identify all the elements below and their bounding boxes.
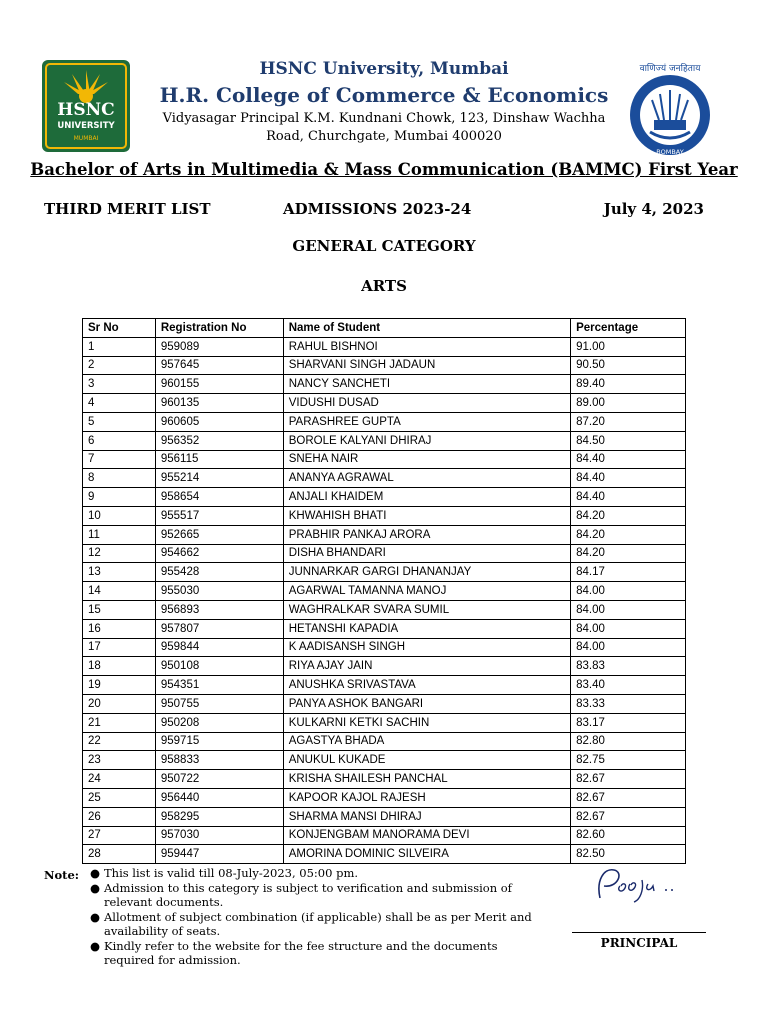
cell-percentage: 84.00 bbox=[571, 619, 686, 638]
cell-student-name: RIYA AJAY JAIN bbox=[283, 657, 570, 676]
cell-sr-no: 27 bbox=[83, 826, 156, 845]
cell-student-name: BOROLE KALYANI DHIRAJ bbox=[283, 431, 570, 450]
cell-sr-no: 26 bbox=[83, 807, 156, 826]
category-heading: GENERAL CATEGORY bbox=[292, 237, 476, 255]
cell-percentage: 84.00 bbox=[571, 582, 686, 601]
course-title: Bachelor of Arts in Multimedia & Mass Communication (BAMMC) First Year bbox=[30, 160, 738, 179]
table-row bbox=[83, 619, 686, 638]
cell-student-name: PARASHREE GUPTA bbox=[283, 412, 570, 431]
cell-percentage: 82.75 bbox=[571, 751, 686, 770]
cell-percentage: 89.40 bbox=[571, 375, 686, 394]
header-registration-no: Registration No bbox=[155, 319, 283, 338]
cell-sr-no: 14 bbox=[83, 582, 156, 601]
cell-registration-no: 954351 bbox=[155, 676, 283, 695]
note-label: Note: bbox=[44, 868, 80, 882]
cell-sr-no: 4 bbox=[83, 394, 156, 413]
logo-text-main: HSNC bbox=[57, 100, 115, 120]
logo-text-city: MUMBAI bbox=[73, 135, 99, 142]
cell-percentage: 84.40 bbox=[571, 450, 686, 469]
cell-registration-no: 959089 bbox=[155, 337, 283, 356]
cell-percentage: 84.20 bbox=[571, 525, 686, 544]
cell-percentage: 84.20 bbox=[571, 506, 686, 525]
table-row bbox=[83, 732, 686, 751]
cell-percentage: 83.33 bbox=[571, 694, 686, 713]
table-row bbox=[83, 375, 686, 394]
table-row bbox=[83, 563, 686, 582]
cell-sr-no: 16 bbox=[83, 619, 156, 638]
cell-registration-no: 958295 bbox=[155, 807, 283, 826]
table-row bbox=[83, 770, 686, 789]
cell-student-name: NANCY SANCHETI bbox=[283, 375, 570, 394]
header-sr-no: Sr No bbox=[83, 319, 156, 338]
cell-student-name: ANANYA AGRAWAL bbox=[283, 469, 570, 488]
note-text: Kindly refer to the website for the fee structure and the documents required for admission. bbox=[104, 938, 498, 967]
table-row bbox=[83, 676, 686, 695]
cell-registration-no: 960135 bbox=[155, 394, 283, 413]
table-row bbox=[83, 751, 686, 770]
note-text: Admission to this category is subject to verification and submission of relevant documents. bbox=[104, 880, 512, 909]
cell-student-name: SNEHA NAIR bbox=[283, 450, 570, 469]
cell-registration-no: 950208 bbox=[155, 713, 283, 732]
cell-registration-no: 959844 bbox=[155, 638, 283, 657]
cell-registration-no: 950722 bbox=[155, 770, 283, 789]
cell-student-name: HETANSHI KAPADIA bbox=[283, 619, 570, 638]
cell-sr-no: 17 bbox=[83, 638, 156, 657]
cell-student-name: ANUSHKA SRIVASTAVA bbox=[283, 676, 570, 695]
cell-student-name: VIDUSHI DUSAD bbox=[283, 394, 570, 413]
stream-heading: ARTS bbox=[361, 277, 407, 295]
signature-line bbox=[572, 932, 706, 933]
cell-percentage: 82.67 bbox=[571, 788, 686, 807]
note-item bbox=[90, 910, 550, 939]
table-row bbox=[83, 431, 686, 450]
table-row bbox=[83, 544, 686, 563]
cell-sr-no: 10 bbox=[83, 506, 156, 525]
table-body bbox=[83, 337, 686, 863]
cell-student-name: AGASTYA BHADA bbox=[283, 732, 570, 751]
cell-sr-no: 18 bbox=[83, 657, 156, 676]
cell-percentage: 82.60 bbox=[571, 826, 686, 845]
cell-sr-no: 2 bbox=[83, 356, 156, 375]
cell-sr-no: 24 bbox=[83, 770, 156, 789]
table-row bbox=[83, 788, 686, 807]
cell-registration-no: 958654 bbox=[155, 488, 283, 507]
cell-percentage: 84.40 bbox=[571, 469, 686, 488]
cell-sr-no: 8 bbox=[83, 469, 156, 488]
cell-sr-no: 28 bbox=[83, 845, 156, 864]
table-row bbox=[83, 826, 686, 845]
cell-student-name: JUNNARKAR GARGI DHANANJAY bbox=[283, 563, 570, 582]
cell-percentage: 84.40 bbox=[571, 488, 686, 507]
cell-registration-no: 958833 bbox=[155, 751, 283, 770]
cell-student-name: KHWAHISH BHATI bbox=[283, 506, 570, 525]
notes-list bbox=[90, 866, 550, 968]
cell-percentage: 84.20 bbox=[571, 544, 686, 563]
crest-motto: वाणिज्यं जनहिताय bbox=[639, 64, 701, 74]
cell-registration-no: 955428 bbox=[155, 563, 283, 582]
cell-registration-no: 960605 bbox=[155, 412, 283, 431]
cell-sr-no: 19 bbox=[83, 676, 156, 695]
cell-sr-no: 13 bbox=[83, 563, 156, 582]
cell-sr-no: 22 bbox=[83, 732, 156, 751]
cell-student-name: DISHA BHANDARI bbox=[283, 544, 570, 563]
university-name: HSNC University, Mumbai bbox=[259, 59, 509, 79]
table-row bbox=[83, 638, 686, 657]
note-item bbox=[90, 866, 550, 881]
table-row bbox=[83, 469, 686, 488]
cell-registration-no: 950108 bbox=[155, 657, 283, 676]
table-row bbox=[83, 450, 686, 469]
cell-sr-no: 9 bbox=[83, 488, 156, 507]
cell-student-name: SHARMA MANSI DHIRAJ bbox=[283, 807, 570, 826]
cell-student-name: ANJALI KHAIDEM bbox=[283, 488, 570, 507]
cell-student-name: ANUKUL KUKADE bbox=[283, 751, 570, 770]
cell-registration-no: 955214 bbox=[155, 469, 283, 488]
table-row bbox=[83, 582, 686, 601]
cell-student-name: RAHUL BISHNOI bbox=[283, 337, 570, 356]
college-name: H.R. College of Commerce & Economics bbox=[159, 83, 609, 107]
cell-sr-no: 12 bbox=[83, 544, 156, 563]
cell-student-name: AGARWAL TAMANNA MANOJ bbox=[283, 582, 570, 601]
table-row bbox=[83, 525, 686, 544]
cell-registration-no: 956440 bbox=[155, 788, 283, 807]
table-row bbox=[83, 713, 686, 732]
cell-percentage: 91.00 bbox=[571, 337, 686, 356]
cell-registration-no: 954662 bbox=[155, 544, 283, 563]
table-row bbox=[83, 394, 686, 413]
cell-registration-no: 959447 bbox=[155, 845, 283, 864]
cell-percentage: 87.20 bbox=[571, 412, 686, 431]
cell-sr-no: 25 bbox=[83, 788, 156, 807]
merit-table bbox=[82, 318, 686, 864]
cell-sr-no: 23 bbox=[83, 751, 156, 770]
principal-signature bbox=[590, 860, 690, 910]
table-row bbox=[83, 506, 686, 525]
list-date: July 4, 2023 bbox=[603, 200, 704, 218]
cell-registration-no: 955030 bbox=[155, 582, 283, 601]
table-row bbox=[83, 807, 686, 826]
bullet-icon: ● bbox=[90, 909, 101, 924]
cell-sr-no: 6 bbox=[83, 431, 156, 450]
address-line-2: Road, Churchgate, Mumbai 400020 bbox=[266, 129, 502, 144]
cell-registration-no: 957030 bbox=[155, 826, 283, 845]
cell-registration-no: 956352 bbox=[155, 431, 283, 450]
table-header-row bbox=[83, 319, 686, 338]
merit-list-label: THIRD MERIT LIST bbox=[44, 200, 211, 218]
cell-student-name: PRABHIR PANKAJ ARORA bbox=[283, 525, 570, 544]
cell-sr-no: 15 bbox=[83, 600, 156, 619]
bullet-icon: ● bbox=[90, 866, 101, 880]
cell-sr-no: 3 bbox=[83, 375, 156, 394]
cell-percentage: 84.17 bbox=[571, 563, 686, 582]
cell-student-name: KULKARNI KETKI SACHIN bbox=[283, 713, 570, 732]
cell-registration-no: 955517 bbox=[155, 506, 283, 525]
cell-sr-no: 11 bbox=[83, 525, 156, 544]
cell-sr-no: 5 bbox=[83, 412, 156, 431]
cell-registration-no: 959715 bbox=[155, 732, 283, 751]
header-block bbox=[130, 58, 638, 146]
table-row bbox=[83, 488, 686, 507]
cell-registration-no: 960155 bbox=[155, 375, 283, 394]
cell-student-name: KAPOOR KAJOL RAJESH bbox=[283, 788, 570, 807]
cell-student-name: PANYA ASHOK BANGARI bbox=[283, 694, 570, 713]
cell-percentage: 83.40 bbox=[571, 676, 686, 695]
cell-registration-no: 956115 bbox=[155, 450, 283, 469]
cell-percentage: 82.67 bbox=[571, 770, 686, 789]
cell-percentage: 83.17 bbox=[571, 713, 686, 732]
header-student-name: Name of Student bbox=[283, 319, 570, 338]
cell-student-name: K AADISANSH SINGH bbox=[283, 638, 570, 657]
note-text: Allotment of subject combination (if applicable) shall be as per Merit and availability of seats. bbox=[104, 909, 532, 938]
cell-registration-no: 957645 bbox=[155, 356, 283, 375]
cell-registration-no: 950755 bbox=[155, 694, 283, 713]
note-item bbox=[90, 881, 550, 910]
table-row bbox=[83, 337, 686, 356]
cell-percentage: 82.80 bbox=[571, 732, 686, 751]
note-text: This list is valid till 08-July-2023, 05:00 pm. bbox=[104, 866, 359, 880]
cell-percentage: 89.00 bbox=[571, 394, 686, 413]
cell-sr-no: 21 bbox=[83, 713, 156, 732]
bullet-icon: ● bbox=[90, 880, 101, 895]
cell-percentage: 90.50 bbox=[571, 356, 686, 375]
cell-percentage: 82.50 bbox=[571, 845, 686, 864]
table-row bbox=[83, 356, 686, 375]
cell-percentage: 84.50 bbox=[571, 431, 686, 450]
cell-student-name: SHARVANI SINGH JADAUN bbox=[283, 356, 570, 375]
bullet-icon: ● bbox=[90, 938, 101, 953]
cell-sr-no: 20 bbox=[83, 694, 156, 713]
cell-student-name: KRISHA SHAILESH PANCHAL bbox=[283, 770, 570, 789]
table-row bbox=[83, 600, 686, 619]
cell-registration-no: 957807 bbox=[155, 619, 283, 638]
table-row bbox=[83, 412, 686, 431]
table-row bbox=[83, 657, 686, 676]
cell-sr-no: 7 bbox=[83, 450, 156, 469]
hsnc-university-logo bbox=[42, 60, 130, 152]
college-crest-logo bbox=[614, 60, 726, 160]
address-line-1: Vidyasagar Principal K.M. Kundnani Chowk, 123, Dinshaw Wachha bbox=[162, 111, 606, 126]
cell-percentage: 84.00 bbox=[571, 638, 686, 657]
cell-student-name: KONJENGBAM MANORAMA DEVI bbox=[283, 826, 570, 845]
crest-bottom-text: BOMBAY bbox=[656, 148, 684, 156]
table-row bbox=[83, 694, 686, 713]
cell-registration-no: 956893 bbox=[155, 600, 283, 619]
cell-sr-no: 1 bbox=[83, 337, 156, 356]
cell-percentage: 82.67 bbox=[571, 807, 686, 826]
cell-student-name: AMORINA DOMINIC SILVEIRA bbox=[283, 845, 570, 864]
principal-title: PRINCIPAL bbox=[600, 936, 678, 950]
cell-student-name: WAGHRALKAR SVARA SUMIL bbox=[283, 600, 570, 619]
header-percentage: Percentage bbox=[571, 319, 686, 338]
cell-percentage: 84.00 bbox=[571, 600, 686, 619]
note-item bbox=[90, 939, 550, 968]
logo-text-sub: UNIVERSITY bbox=[57, 121, 115, 131]
cell-registration-no: 952665 bbox=[155, 525, 283, 544]
admissions-year: ADMISSIONS 2023-24 bbox=[283, 200, 472, 218]
cell-percentage: 83.83 bbox=[571, 657, 686, 676]
